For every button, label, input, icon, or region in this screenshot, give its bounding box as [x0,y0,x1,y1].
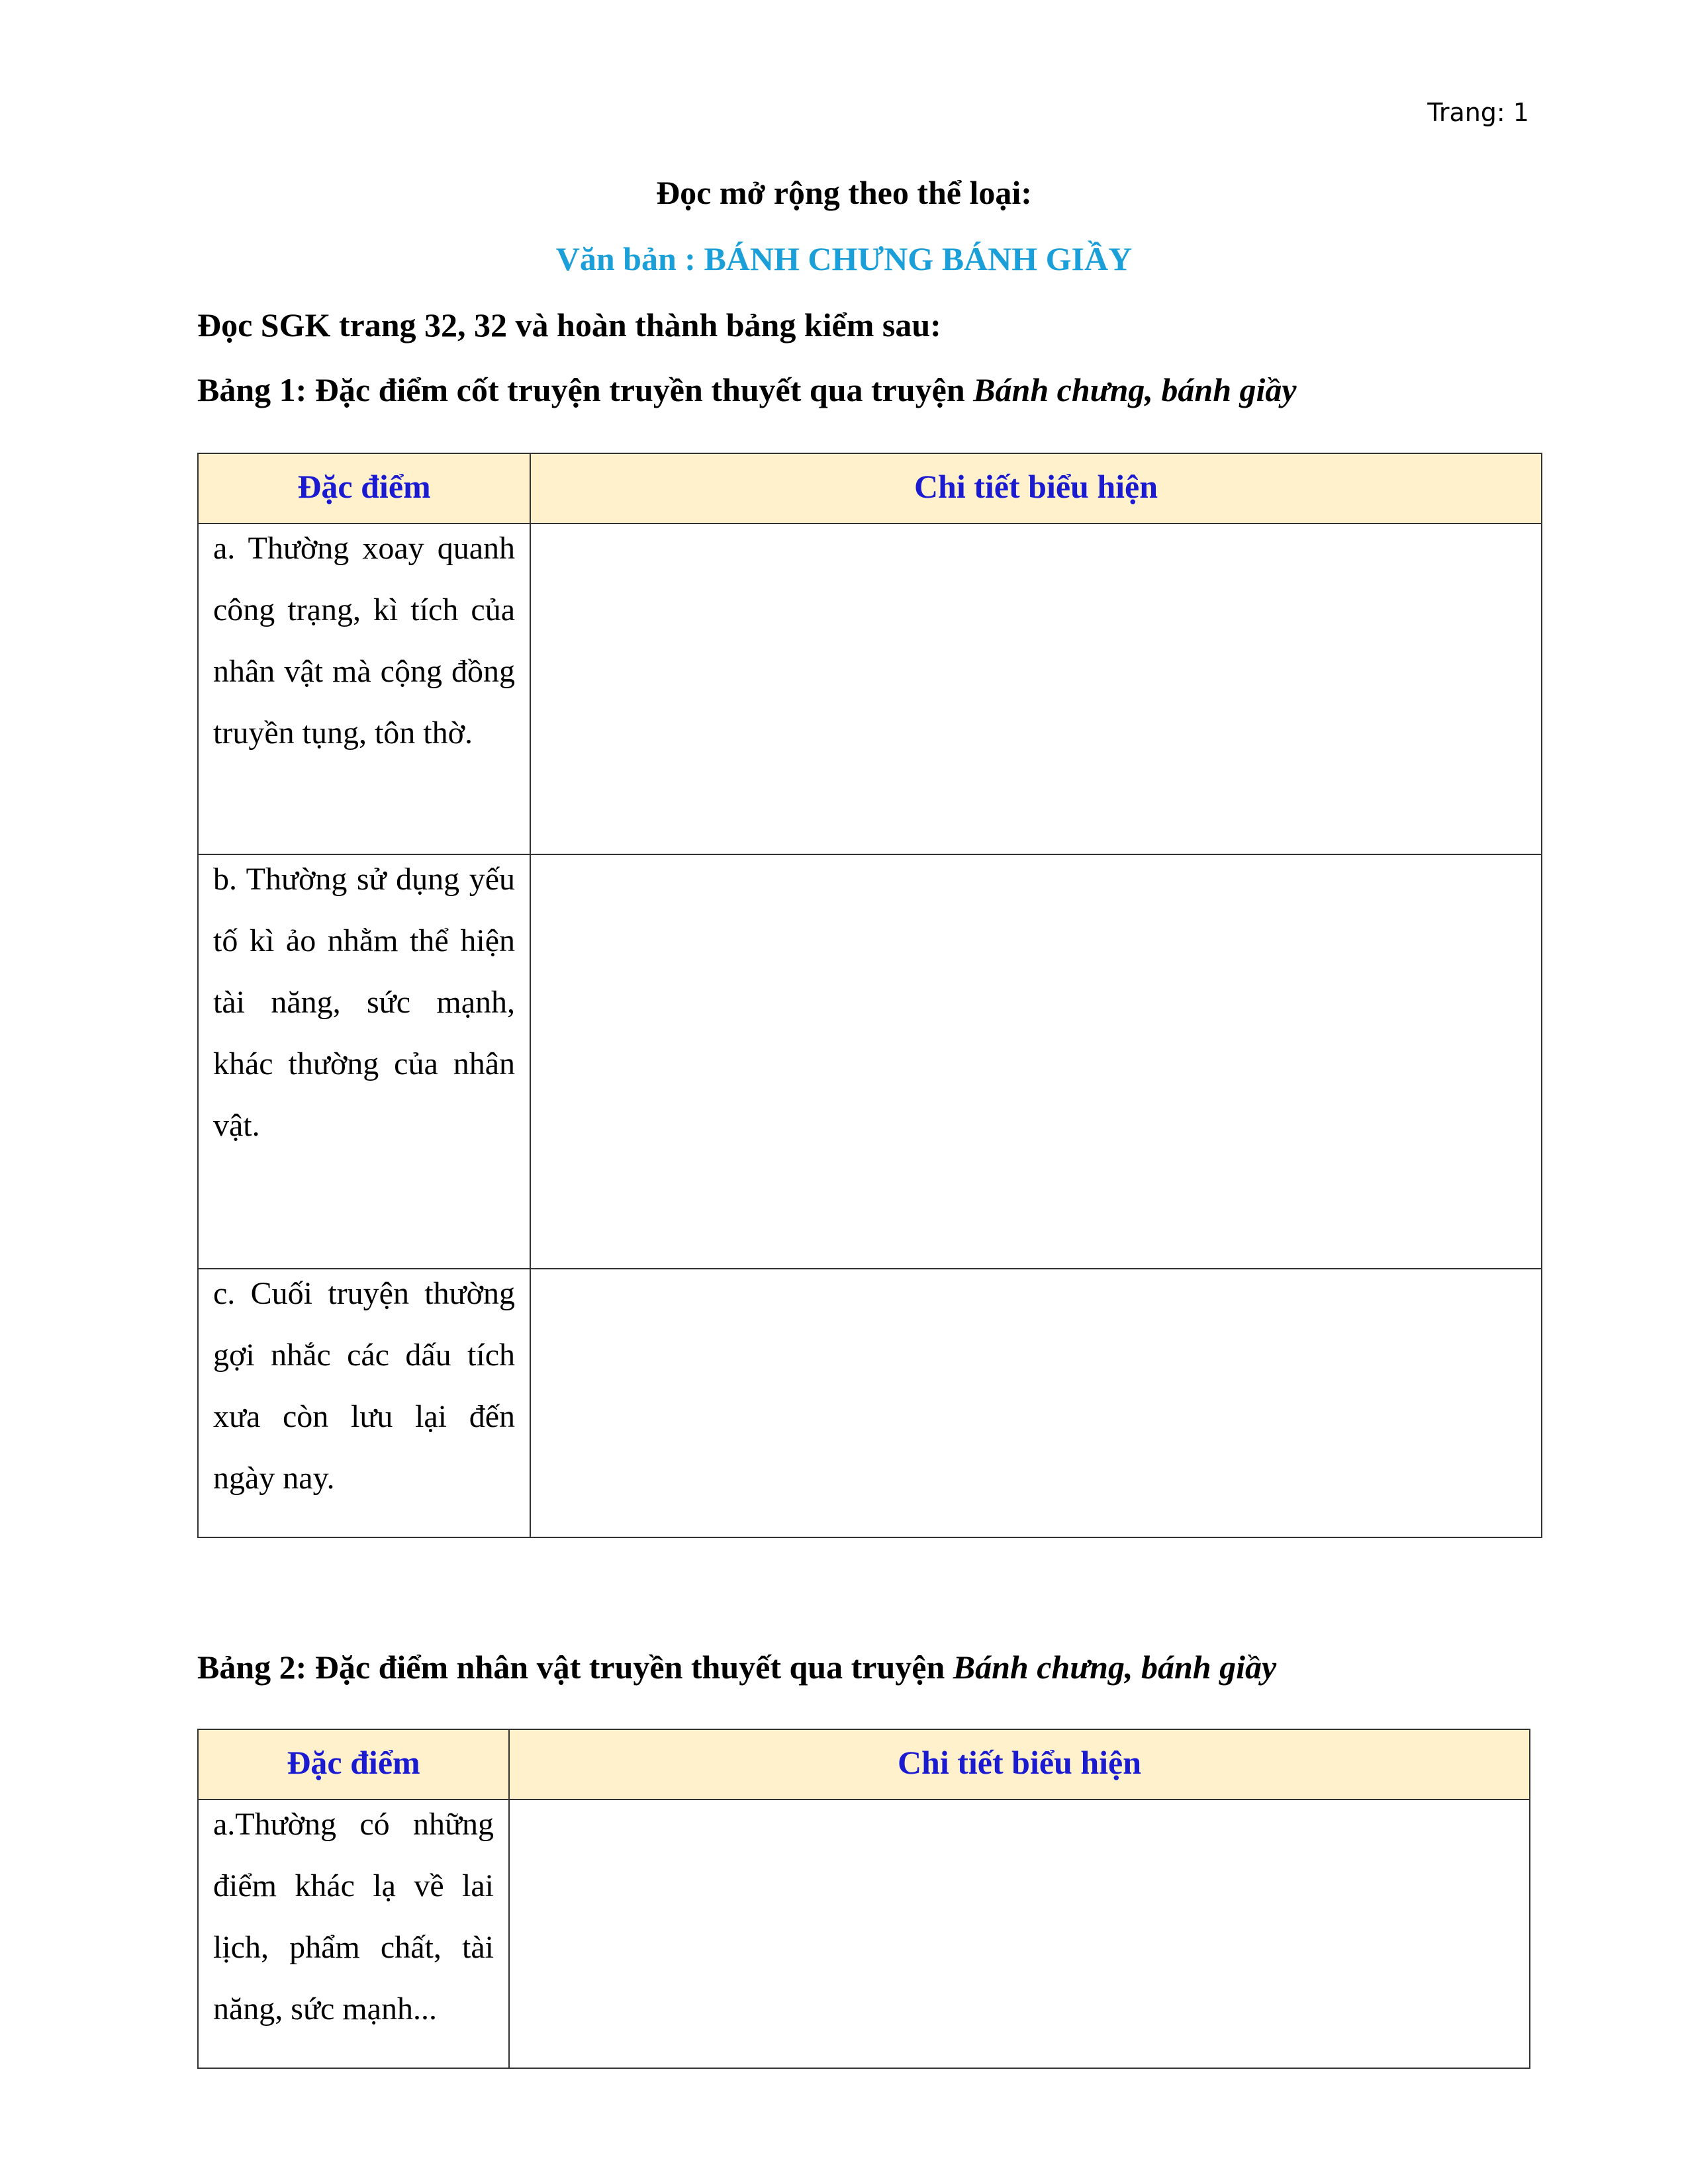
table-row [198,523,1542,854]
detail-cell[interactable] [530,854,1542,1269]
document-title: Văn bản : BÁNH CHƯNG BÁNH GIẦY [555,240,1133,277]
page-number: Trang: 1 [1427,98,1529,127]
feature-cell [198,1799,509,2068]
feature-cell [198,854,530,1269]
feature-text: a.Thường có những điểm khác lạ về lai lịch, phẩm chất, tài năng, sức mạnh... [213,1807,494,2026]
table1-header-row [198,453,1542,523]
table2-caption-work: Bánh chưng, bánh giầy [953,1649,1277,1686]
table1 [197,453,1542,1538]
table2-caption [197,1648,1276,1686]
section-heading: Đọc mở rộng theo thể loại: [656,174,1032,211]
table2-header-feature: Đặc điểm [198,1729,509,1799]
detail-cell[interactable] [530,523,1542,854]
table-row [198,1799,1530,2068]
table1-header-feature: Đặc điểm [198,453,530,523]
table-row [198,854,1542,1269]
table2-header-row [198,1729,1530,1799]
table1-caption-text: Bảng 1: Đặc điểm cốt truyện truyền thuyết qua truyện [197,371,974,408]
feature-cell [198,523,530,854]
feature-text: b. Thường sử dụng yếu tố kì ảo nhằm thể hiện tài năng, sức mạnh, khác thường của nhân vật. [213,862,515,1143]
instruction-text: Đọc SGK trang 32, 32 và hoàn thành bảng kiểm sau: [197,306,941,343]
table2-header-detail: Chi tiết biểu hiện [509,1729,1530,1799]
table1-caption-work: Bánh chưng, bánh giầy [973,371,1297,408]
feature-cell [198,1269,530,1537]
detail-cell[interactable] [530,1269,1542,1537]
table1-caption [197,371,1297,409]
feature-text: c. Cuối truyện thường gợi nhắc các dấu tích xưa còn lưu lại đến ngày nay. [213,1276,515,1496]
table2-caption-text: Bảng 2: Đặc điểm nhân vật truyền thuyết qua truyện [197,1649,953,1686]
feature-text: a. Thường xoay quanh công trạng, kì tích của nhân vật mà cộng đồng truyền tụng, tôn thờ. [213,531,515,751]
table-row [198,1269,1542,1537]
table1-header-detail: Chi tiết biểu hiện [530,453,1542,523]
detail-cell[interactable] [509,1799,1530,2068]
table2 [197,1729,1530,2069]
